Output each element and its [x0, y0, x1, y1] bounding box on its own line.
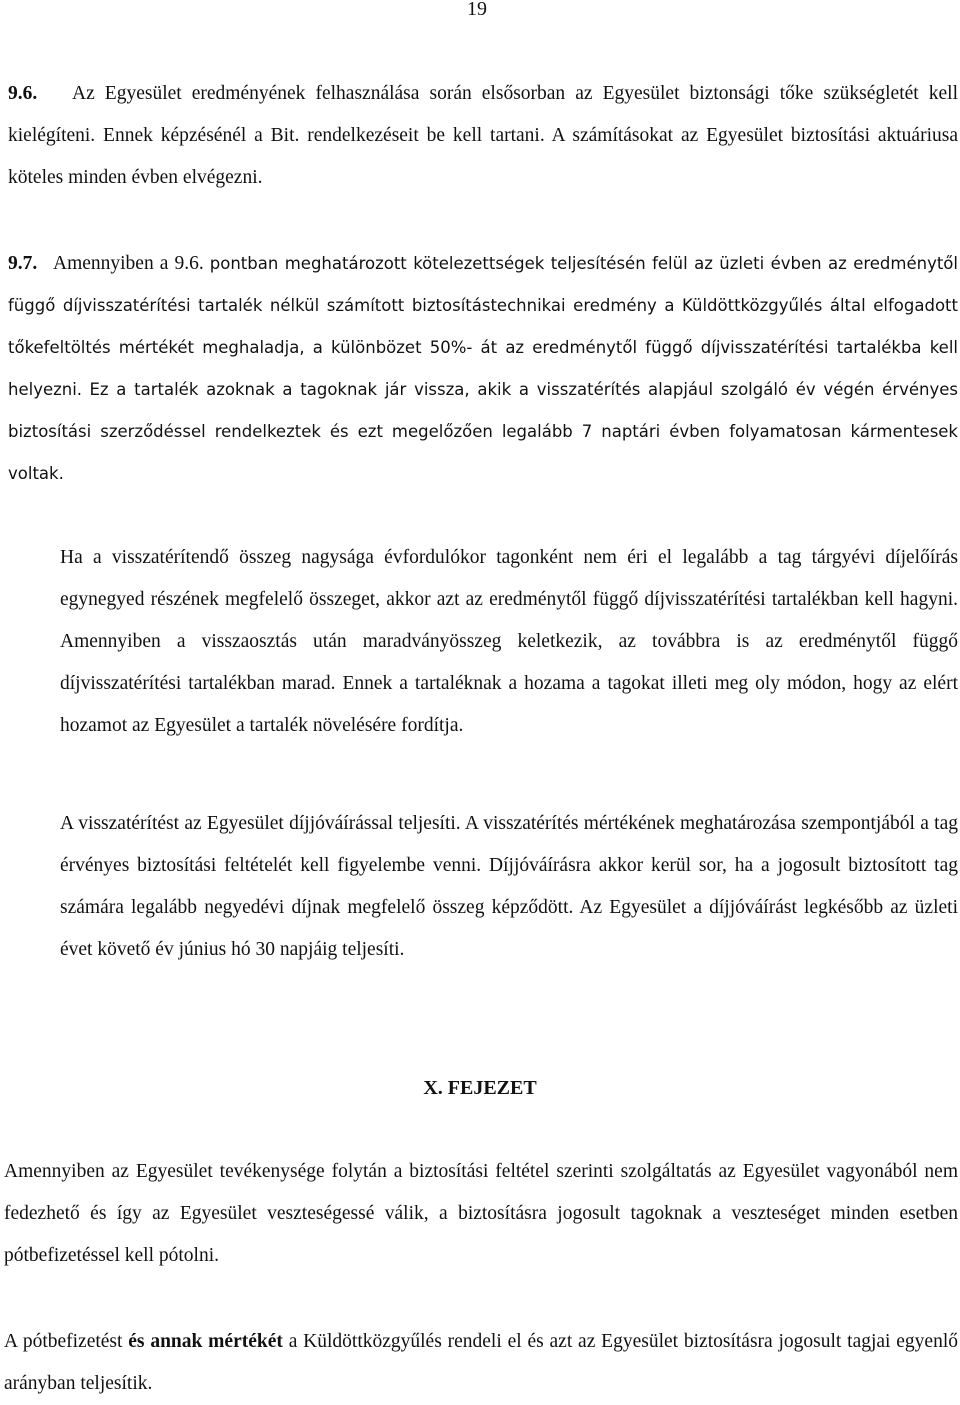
section-9-6-text: Az Egyesület eredményének felhasználása során elsősorban az Egyesület biztonsági tőke szükségletét kell kielégíteni. Ennek képzésénél a Bit. rendelkezéseit be kell tartani. A számításokat az Egyesület biztosítási aktuáriusa köteles minden évben elvégezni. — [8, 83, 958, 188]
paragraph-visszateritendo: Ha a visszatérítendő összeg nagysága évfordulókor tagonként nem éri el legalább a tag tárgyévi díjelőírás egynegyed részének megfelelő összeget, akkor azt az eredménytől függő díjvisszatérítési tartalékban kell hagyni. Amennyiben a visszaosztás után maradványösszeg keletkezik, az továbbra is az eredménytől függő díjvisszatérítési tartalékban marad. Ennek a tartaléknak a hozama a tagokat illeti meg oly módon, hogy az elért hozamot az Egyesület a tartalék növelésére fordítja. — [60, 547, 958, 736]
section-9-6 — [8, 73, 958, 199]
section-9-7-text: pontban meghatározott kötelezettségek teljesítésén felül az üzleti évben az eredménytől függő díjvisszatérítési tartalék nélkül számított biztosítástechnikai eredmény a Küldöttközgyűlés által elfogadott tőkefeltöltés mértékét meghaladja, a különbözet 50%- át az eredménytől függő díjvisszatérítési tartalékba kell helyezni. — [8, 254, 958, 399]
paragraph-2-before: A pótbefizetést — [4, 1331, 123, 1352]
paragraph-potbefizetes-2 — [4, 1321, 958, 1405]
section-9-7-lead: Amennyiben a 9.6. — [52, 253, 204, 274]
section-number-9-7: 9.7. — [8, 253, 38, 274]
paragraph-potbefizetes-1: Amennyiben az Egyesület tevékenysége folytán a biztosítási feltétel szerinti szolgáltatás az Egyesület vagyonából nem fedezhető és így az Egyesület veszteségessé válik, a biztosításra jogosult tagoknak a veszteséget minden esetben pótbefizetéssel kell pótolni. — [4, 1161, 958, 1266]
section-9-7-text-2: Ez a tartalék azoknak a tagoknak jár vissza, akik a visszatérítés alapjául szolgáló év végén érvényes biztosítási szerződéssel rendelkeztek és ezt megelőzően legalább 7 naptári évben folyamatosan kármentesek voltak. — [8, 380, 959, 483]
paragraph-dijjovairas: A visszatérítést az Egyesület díjjóváírással teljesíti. A visszatérítés mértékének meghatározása szempontjából a tag érvényes biztosítási feltételét kell figyelembe venni. Díjjóváírásra akkor kerül sor, ha a jogosult biztosított tag számára legalább negyedévi díjnak megfelelő összeg képződött. Az Egyesület a díjjóváírást legkésőbb az üzleti évet követő év június hó 30 napjáig teljesíti. — [60, 813, 958, 960]
section-number-9-6: 9.6. — [8, 83, 38, 104]
section-9-7 — [8, 243, 958, 495]
paragraph-2-after: a Küldöttközgyűlés rendeli el és azt az Egyesület biztosításra jogosult tagjai egyenlő arányban teljesítik. — [4, 1331, 958, 1394]
chapter-heading: X. FEJEZET — [423, 1077, 537, 1099]
page-number: 19 — [467, 0, 487, 20]
paragraph-2-bold: és annak mértékét — [128, 1331, 283, 1352]
